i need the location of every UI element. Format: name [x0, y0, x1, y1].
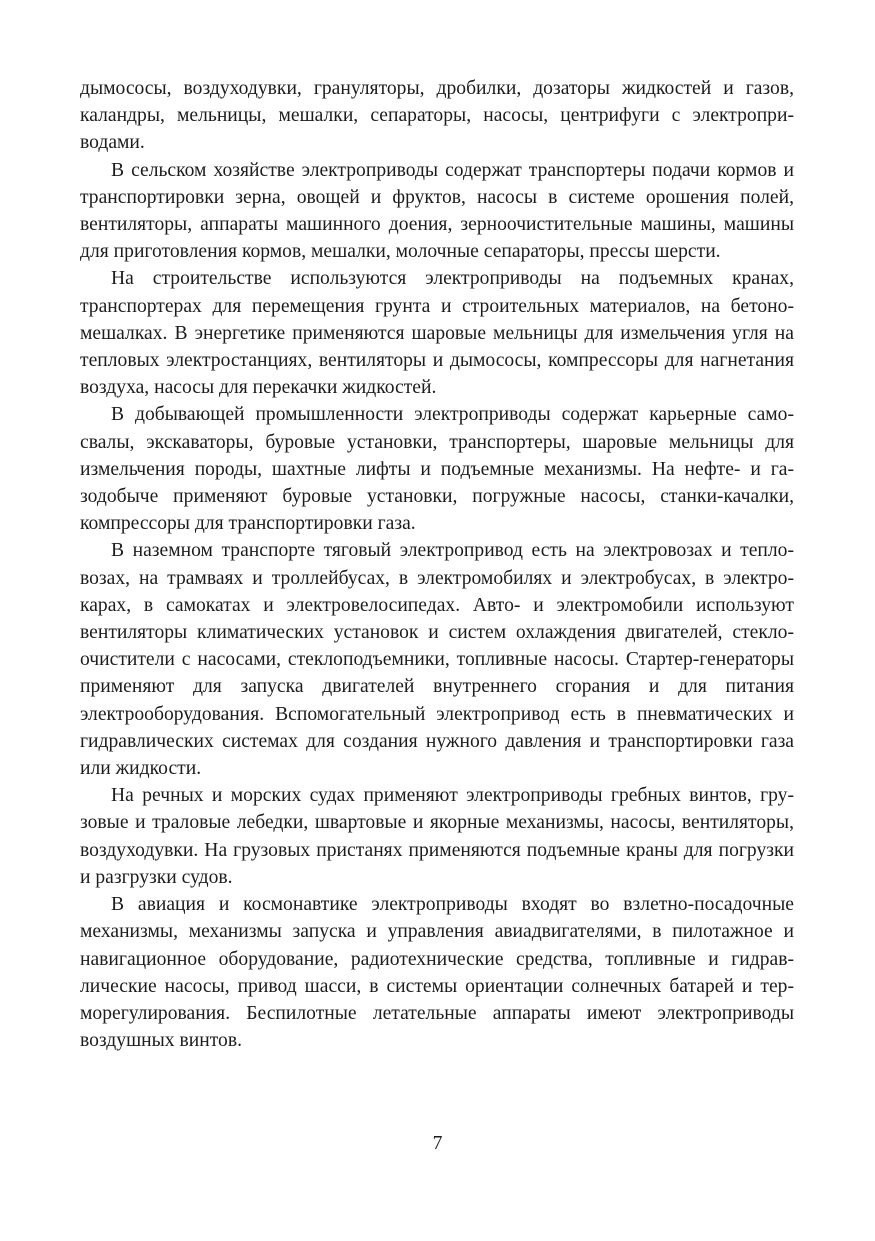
paragraph: В авиация и космонавтике электроприводы входят во взлетно-посадочные механизмы, механизмы запуска и управления авиадвигателями, в пилотажное и навигационное оборудование, радиотехнические средства, топливные и гидравлические насосы, привод шасси, в системы ориентации солнечных батарей и терморегулирования. Беспилотные летательные аппараты имеют электроприводы воздушных винтов. [80, 894, 794, 1052]
paragraph: В добывающей промышленности электроприводы содержат карьерные самосвалы, экскаваторы, буровые установки, транспортеры, шаровые мельницы для измельчения породы, шахтные лифты и подъемные механизмы. На нефте- и газодобыче применяют буровые установки, погружные насосы, станки-качалки, компрессоры для транспортировки газа. [80, 404, 794, 535]
paragraph: На строительстве используются электроприводы на подъемных кранах, транспортерах для перемещения грунта и строительных материалов, на бетономешалках. В энергетике применяются шаровые мельницы для измельчения угля на тепловых электростанциях, вентиляторы и дымососы, компрессоры для нагнетания воздуха, насосы для перекачки жидкостей. [80, 268, 794, 399]
paragraph: В наземном транспорте тяговый электропривод есть на электровозах и тепловозах, на трамваях и троллейбусах, в электромобилях и электробусах, в электрокарах, в самокатах и электровелосипедах. Авто- и электромобили используют вентиляторы климатических установок и систем охлаждения двигателей, стеклоочистители с насосами, стеклоподъемники, топливные насосы. Стартер-генераторы применяют для запуска двигателей внутреннего сгорания и для питания электрооборудования. Вспомогательный электропривод есть в пневматических и гидравлических системах для создания нужного давления и транспортировки газа или жидкости. [80, 540, 794, 780]
page-number: 7 [432, 1133, 443, 1154]
paragraph: На речных и морских судах применяют электроприводы гребных винтов, грузовые и траловые лебедки, швартовые и якорные механизмы, насосы, вентиляторы, воздуходувки. На грузовых пристанях применяются подъемные краны для погрузки и разгрузки судов. [80, 785, 794, 888]
paragraph: дымососы, воздуходувки, грануляторы, дробилки, дозаторы жидкостей и газов, каландры, мельницы, мешалки, сепараторы, насосы, центрифуги с электроприводами. [80, 78, 794, 154]
body-text [80, 75, 794, 1054]
paragraph: В сельском хозяйстве электроприводы содержат транспортеры подачи кормов и транспортировки зерна, овощей и фруктов, насосы в системе орошения полей, вентиляторы, аппараты машинного доения, зерноочистительные машины, машины для приготовления кормов, мешалки, молочные сепараторы, прессы шерсти. [80, 159, 794, 263]
